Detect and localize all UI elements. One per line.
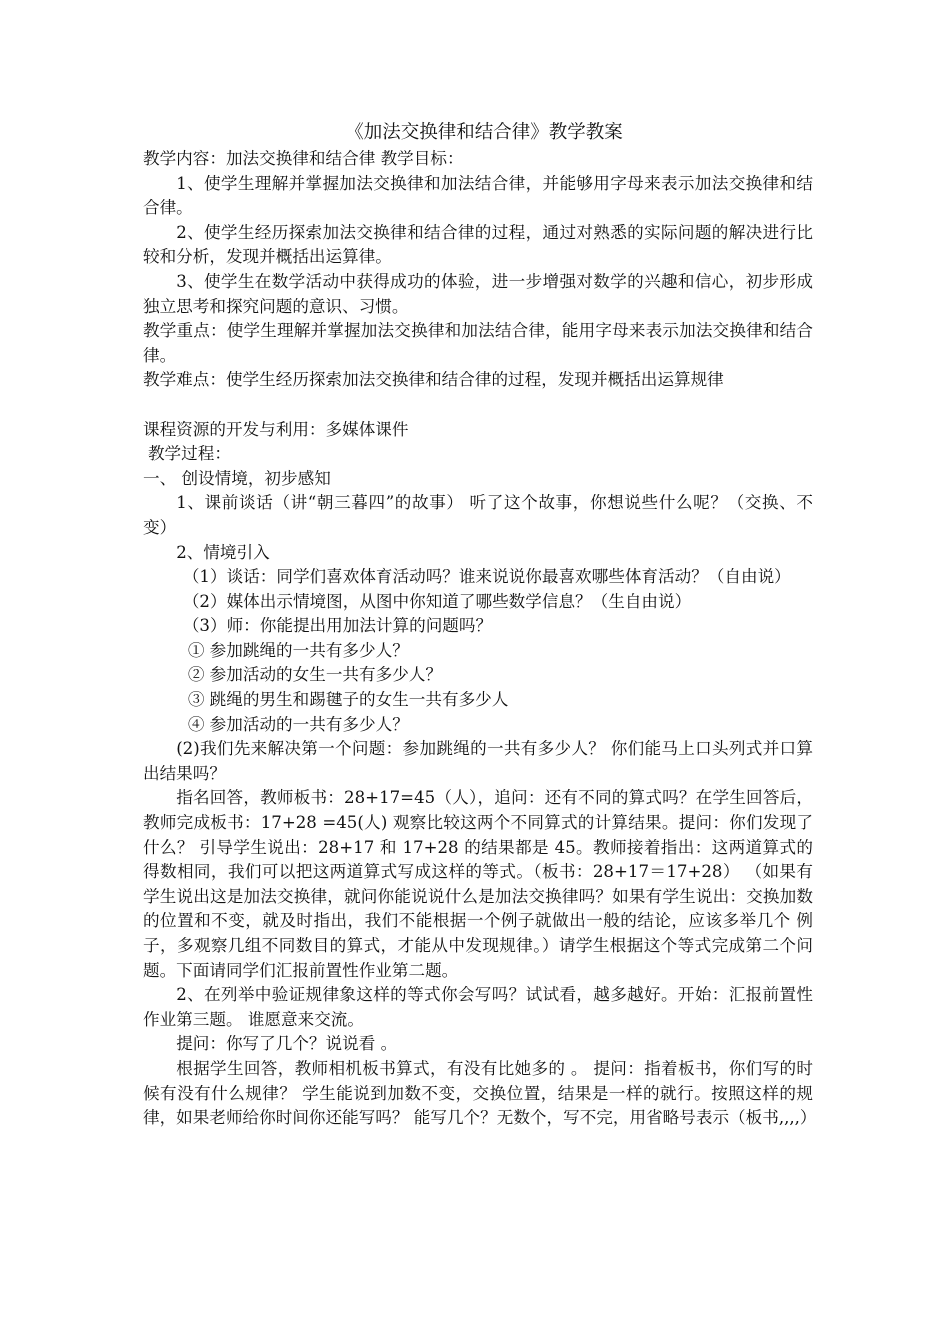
question-item-2: ② 参加活动的女生一共有多少人？ [187,665,442,685]
substep-media: （2）媒体出示情境图，从图中你知道了哪些数学信息？（生自由说） [182,591,692,611]
document-title: 《加法交换律和结合律》教学教案 [345,122,623,143]
blank-line [143,393,813,418]
question-item-1: ① 参加跳绳的一共有多少人？ [187,640,409,660]
objective-1: 1、使学生理解并掌握加法交换律和加法结合律，并能够用字母来表示加法交换律和结合律。 [143,173,813,218]
substep-talk: （1）谈话：同学们喜欢体育活动吗？谁来说说你最喜欢哪些体育活动？（自由说） [182,567,791,587]
step-scene-intro: 2、情境引入 [176,542,270,562]
teaching-process-heading: 教学过程： [147,444,231,464]
solve-first-question: (2)我们先来解决第一个问题：参加跳绳的一共有多少人？ 你们能马上口头列式并口算出结果吗？ [143,739,813,783]
teaching-key-point: 教学重点：使学生理解并掌握加法交换律和加法结合律，能用字母来表示加法交换律和结合律。 [143,321,813,365]
objective-2: 2、使学生经历探索加法交换律和结合律的过程，通过对熟悉的实际问题的解决进行比较和分析，发现并概括出运算律。 [143,222,813,267]
question-item-3: ③ 跳绳的男生和踢毽子的女生一共有多少人 [187,690,509,710]
student-answer-paragraph: 根据学生回答，教师相机板书算式，有没有比她多的 。 提问：指着板书，你们写的时候有没有什么规律？ 学生能说到加数不变，交换位置，结果是一样的就行。按照这样的规律，如果老师给你时间你还能写吗？ 能写几个？无数个，写不完，用省略号表示（板书,,,,） [143,1058,817,1128]
step-pre-class-talk: 1、课前谈话（讲“朝三暮四”的故事） 听了这个故事，你想说些什么呢？（交换、不变） [143,493,813,537]
course-resources: 课程资源的开发与利用：多媒体课件 [143,419,409,439]
objective-3: 3、使学生在数学活动中获得成功的体验，进一步增强对数学的兴趣和信心，初步形成独立思考和探究问题的意识、习惯。 [143,271,813,316]
question-item-4: ④ 参加活动的一共有多少人？ [187,714,409,734]
section-1-heading: 一、 创设情境，初步感知 [143,468,331,488]
board-writing-paragraph: 指名回答，教师板书：28+17=45（人），追问：还有不同的算式吗？在学生回答后，教师完成板书：17+28 =45(人) 观察比较这两个不同算式的计算结果。提问：你们发现了什么？ 引导学生说出：28+17 和 17+28 的结果都是 45。教师接着指出：这两道算式的得数相同，我们可以把这两道算式写成这样的等式。（板书：28+17＝17+28） （如果有学生说出这是加法交换律，就问你能说说什么是加法交换律吗？如果有学生说出：交换加数的位置和不变，就及时指出，我们不能根据一个例子就做出一般的结论，应该多举几个 例子，多观察几组不同数目的算式，才能从中发现规律。）请学生根据这个等式完成第二个问题。下面请同学们汇报前置性作业第二题。 [143,788,813,980]
substep-teacher-question: （3）师：你能提出用加法计算的问题吗？ [182,616,493,636]
verify-rule-paragraph: 2、在列举中验证规律象这样的等式你会写吗？试试看，越多越好。开始：汇报前置性作业第三题。 谁愿意来交流。 [143,985,813,1029]
teaching-difficulty: 教学难点：使学生经历探索加法交换律和结合律的过程，发现并概括出运算规律 [143,370,724,390]
question-how-many: 提问：你写了几个？说说看 。 [176,1034,398,1054]
lesson-plan-body [143,117,817,1131]
teaching-content-line: 教学内容：加法交换律和结合律 教学目标： [143,149,464,168]
